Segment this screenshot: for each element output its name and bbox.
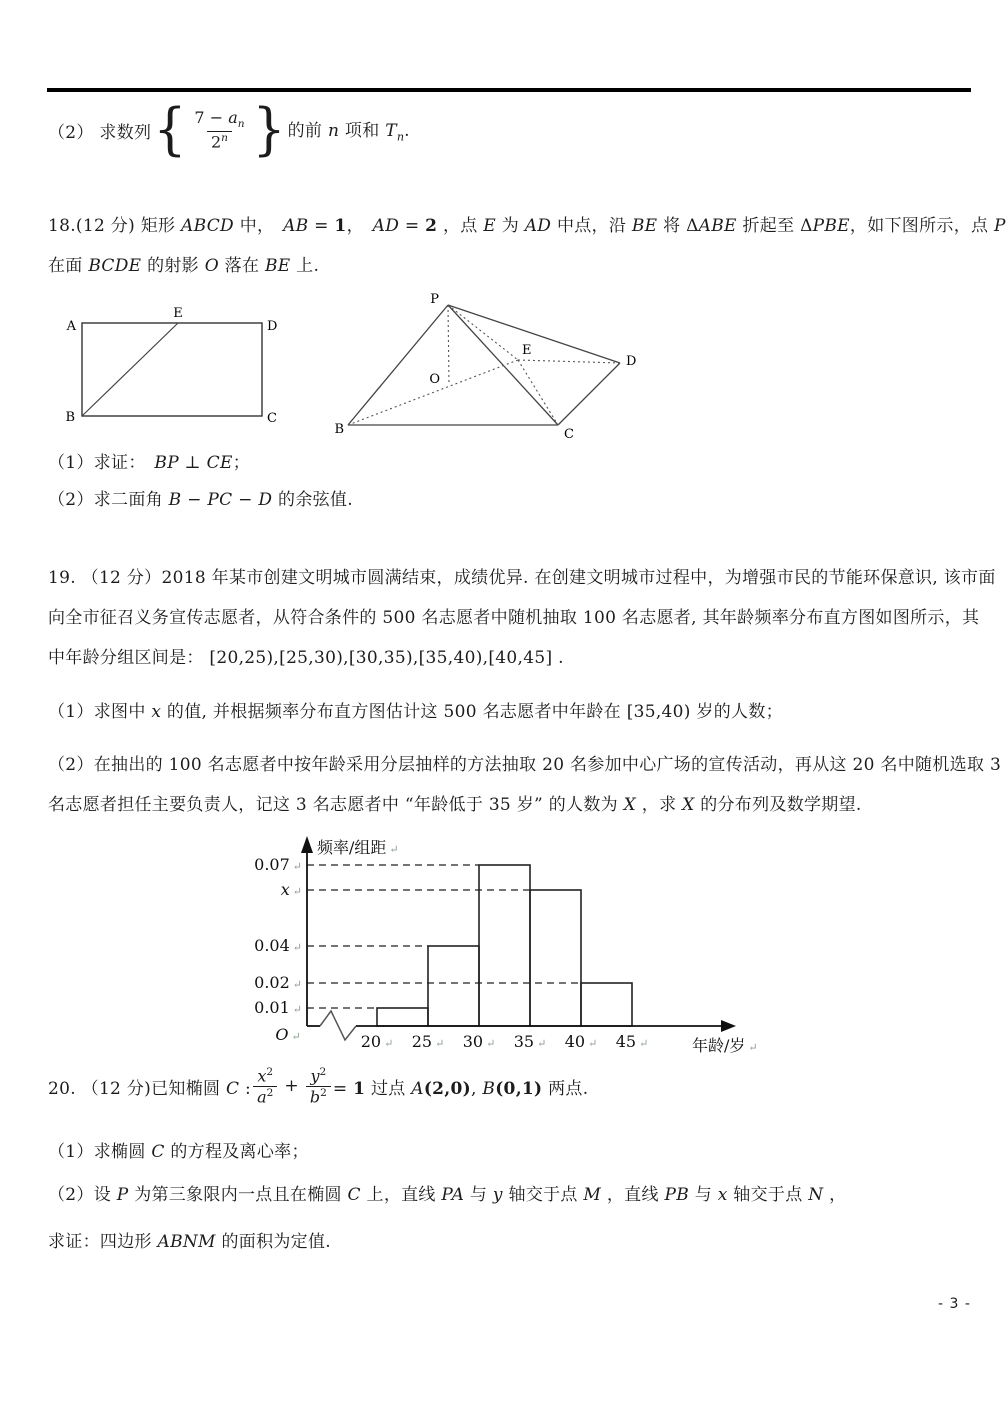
text-run: AD bbox=[524, 216, 552, 236]
vertex-label-B: B bbox=[334, 422, 344, 437]
text-run: C bbox=[226, 1078, 240, 1099]
x-tick-45: 45 ↵ bbox=[615, 1032, 649, 1051]
header-rule bbox=[47, 88, 971, 92]
text-run: 项和 bbox=[339, 121, 386, 142]
q18-stem bbox=[48, 206, 1006, 286]
edge-PE-dotted bbox=[448, 305, 518, 360]
x-tick-25: 25 ↵ bbox=[411, 1032, 445, 1051]
text-run: 2 bbox=[425, 216, 438, 236]
text-run: 的余弦值. bbox=[272, 490, 353, 510]
q18-part2 bbox=[48, 480, 353, 520]
fraction-denominator bbox=[306, 1086, 331, 1107]
text-run: E bbox=[483, 216, 497, 236]
text-run: (2,0) bbox=[423, 1078, 471, 1099]
text-run: P bbox=[994, 216, 1006, 236]
vertex-label-P: P bbox=[430, 292, 439, 307]
x-tick-20: 20 ↵ bbox=[360, 1032, 394, 1051]
y-tick-x: x ↵ bbox=[280, 880, 302, 899]
q20-head-tail bbox=[333, 1074, 589, 1099]
text-run: CE bbox=[206, 453, 233, 473]
text-run: 2 bbox=[266, 1065, 274, 1078]
x-tick-40: 40 ↵ bbox=[564, 1032, 598, 1051]
rect-ABCD bbox=[82, 323, 262, 416]
text-run: 的面积为定值. bbox=[215, 1232, 331, 1252]
text-run: ，求 bbox=[636, 795, 683, 815]
q17b-prefix: （2） 求数列 bbox=[48, 122, 152, 143]
q19-stem-line2: 向全市征召义务宣传志愿者，从符合条件的 500 名志愿者中随机抽取 100 名志愿者, 其年龄频率分布直方图如图所示，其 bbox=[48, 608, 980, 628]
text-run: D bbox=[258, 490, 273, 510]
vertex-label-O: O bbox=[429, 372, 440, 387]
q17-part2-line bbox=[48, 96, 410, 164]
text-run: 上. bbox=[290, 256, 320, 276]
y-tick-0.01: 0.01 ↵ bbox=[254, 998, 302, 1017]
y-tick-0.07: 0.07 ↵ bbox=[254, 855, 302, 874]
text-run: 1 bbox=[334, 216, 347, 236]
text-run: 中， bbox=[233, 216, 284, 236]
edge-PB bbox=[348, 305, 448, 425]
q18-part1 bbox=[48, 443, 250, 483]
vertex-label-C: C bbox=[267, 411, 277, 426]
hist-bar-[30,35) bbox=[479, 865, 530, 1026]
vertex-label-D: D bbox=[626, 354, 637, 369]
text-run: （1）求图中 bbox=[48, 702, 152, 722]
text-run: 将 Δ bbox=[657, 216, 699, 236]
fraction-x2-a2 bbox=[253, 1066, 277, 1106]
text-run: ，直线 bbox=[601, 1185, 665, 1205]
text-run: M bbox=[583, 1185, 602, 1205]
hidden-edges bbox=[348, 305, 620, 425]
x-tick-35: 35 ↵ bbox=[513, 1032, 547, 1051]
text-run: (0,1) bbox=[495, 1078, 543, 1099]
text-run: BP bbox=[154, 453, 179, 473]
segment-BE bbox=[82, 323, 178, 416]
text-run: 在面 bbox=[48, 256, 89, 276]
text-run: 的射影 bbox=[141, 256, 205, 276]
text-run: X bbox=[623, 795, 637, 815]
text-run: B bbox=[482, 1078, 496, 1099]
text-run: 为 bbox=[496, 216, 525, 236]
page-number: - 3 - bbox=[938, 1296, 971, 1312]
text-run: : bbox=[239, 1078, 252, 1099]
fraction-numerator bbox=[190, 108, 248, 131]
age-histogram bbox=[250, 826, 770, 1064]
text-run: P bbox=[116, 1185, 129, 1205]
text-run: n bbox=[396, 130, 405, 144]
brace-close: } bbox=[252, 97, 286, 163]
fraction-denominator bbox=[253, 1086, 277, 1107]
text-run: PC bbox=[207, 490, 233, 510]
q19-part2-line1: （2）在抽出的 100 名志愿者中按年龄采用分层抽样的方法抽取 20 名参加中心广场的宣传活动，再从这 20 名中随机选取 3 bbox=[48, 755, 1002, 775]
text-run: 的前 bbox=[287, 121, 328, 142]
text-run: − bbox=[232, 490, 259, 510]
text-run: B bbox=[168, 490, 182, 510]
text-run: （2）求二面角 bbox=[48, 490, 169, 510]
text-run: ABNM bbox=[157, 1232, 216, 1252]
fraction-numerator bbox=[306, 1066, 330, 1086]
text-run: PA bbox=[441, 1185, 465, 1205]
text-run: 2 bbox=[319, 1065, 327, 1078]
text-run: x bbox=[717, 1185, 728, 1205]
q19-stem-line1: 19. （12 分）2018 年某市创建文明城市圆满结束，成绩优异. 在创建文明城市过程中，为增强市民的节能环保意识, 该市面 bbox=[48, 568, 996, 588]
q17b-suffix bbox=[288, 116, 410, 143]
text-run: 过点 bbox=[365, 1078, 412, 1099]
text-run: 两点. bbox=[542, 1078, 589, 1099]
vertex-label-B: B bbox=[65, 410, 75, 425]
y-tick-0.04: 0.04 ↵ bbox=[254, 936, 302, 955]
hist-bar-[20,25) bbox=[377, 1008, 428, 1026]
q19-part2 bbox=[48, 745, 1001, 825]
text-run: BCDE bbox=[88, 256, 142, 276]
text-run: 中点，沿 bbox=[551, 216, 632, 236]
text-run: ABCD bbox=[181, 216, 234, 236]
q18-stem-line2 bbox=[48, 246, 1006, 286]
edge-PO-dotted bbox=[448, 305, 449, 385]
text-run: 与 bbox=[688, 1185, 718, 1205]
text-run: n bbox=[221, 132, 228, 145]
x-axis-arrow bbox=[721, 1020, 736, 1032]
q19-part2-line2 bbox=[48, 785, 1001, 825]
text-run: 2 bbox=[320, 1086, 327, 1099]
text-run: 20. （12 分)已知椭圆 bbox=[48, 1078, 227, 1099]
text-run: 轴交于点 bbox=[727, 1185, 809, 1205]
q19-stem bbox=[48, 558, 996, 678]
vertex-label-D: D bbox=[267, 319, 278, 334]
vertex-label-A: A bbox=[66, 319, 76, 334]
text-run: ； bbox=[232, 453, 250, 473]
text-run: = bbox=[308, 216, 335, 236]
vertex-label-E: E bbox=[522, 343, 532, 358]
vertex-label-E: E bbox=[173, 306, 183, 321]
text-run: ABE bbox=[698, 216, 737, 236]
hist-bar-[35,40) bbox=[530, 890, 581, 1026]
text-run: ，点 bbox=[437, 216, 484, 236]
y-axis-arrow bbox=[301, 836, 313, 853]
text-run: 7 − bbox=[194, 108, 229, 128]
text-run: n bbox=[327, 121, 340, 142]
edge-EC-dotted bbox=[518, 360, 558, 425]
text-run: PBE bbox=[812, 216, 850, 236]
text-run: − bbox=[181, 490, 208, 510]
text-run: = bbox=[332, 1078, 354, 1099]
text-run: T bbox=[385, 121, 397, 142]
q20-part1 bbox=[48, 1132, 309, 1172]
text-run: x bbox=[151, 702, 162, 722]
brace-open: { bbox=[153, 97, 187, 163]
q20-part3 bbox=[48, 1222, 331, 1262]
text-run: y bbox=[492, 1185, 503, 1205]
text-run: N bbox=[808, 1185, 824, 1205]
axis-break-zigzag bbox=[320, 1011, 356, 1040]
text-run: 2 bbox=[210, 132, 222, 152]
plus-sign: + bbox=[284, 1076, 299, 1096]
y-axis-title: 频率/组距 ↵ bbox=[317, 838, 399, 857]
fraction-numerator bbox=[253, 1066, 277, 1086]
text-run: . bbox=[404, 121, 410, 142]
text-run: x bbox=[257, 1066, 267, 1086]
fraction-denominator bbox=[207, 131, 232, 152]
text-run: 1 bbox=[353, 1078, 366, 1099]
text-run: PB bbox=[664, 1185, 689, 1205]
text-run: ，如下图所示，点 bbox=[849, 216, 995, 236]
x-axis-title: 年龄/岁 ↵ bbox=[692, 1036, 758, 1055]
text-run: 的分布列及数学期望. bbox=[694, 795, 862, 815]
text-run: （1）求椭圆 bbox=[48, 1142, 152, 1162]
x-tick-30: 30 ↵ bbox=[462, 1032, 496, 1051]
q19-part1 bbox=[48, 692, 783, 732]
text-run: O bbox=[204, 256, 219, 276]
text-run: 18.(12 分) 矩形 bbox=[48, 216, 182, 236]
text-run: 为第三象限内一点且在椭圆 bbox=[128, 1185, 348, 1205]
text-run: BE bbox=[631, 216, 658, 236]
text-run: a bbox=[257, 1086, 267, 1106]
text-run: ， bbox=[823, 1185, 847, 1205]
text-run: ， bbox=[346, 216, 373, 236]
q19-stem-line3: 中年龄分组区间是： [20,25),[25,30),[30,35),[35,40),[40,45] . bbox=[48, 648, 564, 668]
fraction-y2-b2 bbox=[306, 1066, 331, 1106]
text-run: 求证：四边形 bbox=[48, 1232, 158, 1252]
hist-bar-[25,30) bbox=[428, 946, 479, 1026]
text-run: n bbox=[237, 118, 245, 131]
text-run: 轴交于点 bbox=[502, 1185, 584, 1205]
text-run: y bbox=[310, 1066, 320, 1086]
text-run: 落在 bbox=[218, 256, 265, 276]
text-run: 2 bbox=[266, 1086, 274, 1099]
q18-rectangle-figure bbox=[55, 300, 290, 435]
y-tick-0.02: 0.02 ↵ bbox=[254, 973, 302, 992]
text-run: a bbox=[228, 108, 238, 128]
q18-solid-figure bbox=[335, 293, 645, 451]
edge-BE-dotted bbox=[348, 360, 518, 425]
text-run: = bbox=[399, 216, 426, 236]
origin-label: O ↵ bbox=[275, 1025, 301, 1044]
text-run: 的方程及离心率； bbox=[164, 1142, 309, 1162]
text-run: 上，直线 bbox=[360, 1185, 442, 1205]
text-run: , bbox=[471, 1078, 483, 1099]
q20-head bbox=[48, 1052, 588, 1120]
text-run: BE bbox=[264, 256, 291, 276]
solid-edges bbox=[348, 305, 620, 425]
text-run: X bbox=[682, 795, 695, 815]
text-run: C bbox=[151, 1142, 165, 1162]
text-run: ⊥ bbox=[178, 453, 207, 473]
edge-ED-dotted bbox=[518, 360, 620, 363]
text-run: A bbox=[411, 1078, 424, 1099]
text-run: C bbox=[347, 1185, 361, 1205]
text-run: AB bbox=[283, 216, 309, 236]
text-run: 名志愿者担任主要负责人，记这 3 名志愿者中 “年龄低于 35 岁” 的人数为 bbox=[48, 795, 624, 815]
hist-bar-[40,45] bbox=[581, 983, 632, 1026]
text-run: 的值, 并根据频率分布直方图估计这 500 名志愿者中年龄在 [35,40) 岁的人数； bbox=[161, 702, 783, 722]
q20-head-prefix bbox=[48, 1074, 251, 1099]
edge-DC bbox=[558, 363, 620, 425]
text-run: AD bbox=[372, 216, 400, 236]
text-run: （2）设 bbox=[48, 1185, 117, 1205]
text-run: 折起至 Δ bbox=[736, 216, 813, 236]
vertex-label-C: C bbox=[564, 427, 574, 442]
q20-part2 bbox=[48, 1175, 846, 1215]
text-run: （1）求证： bbox=[48, 453, 155, 473]
text-run: 与 bbox=[464, 1185, 493, 1205]
text-run: b bbox=[309, 1086, 321, 1106]
q18-stem-line1 bbox=[48, 206, 1006, 246]
sequence-fraction bbox=[190, 108, 248, 151]
